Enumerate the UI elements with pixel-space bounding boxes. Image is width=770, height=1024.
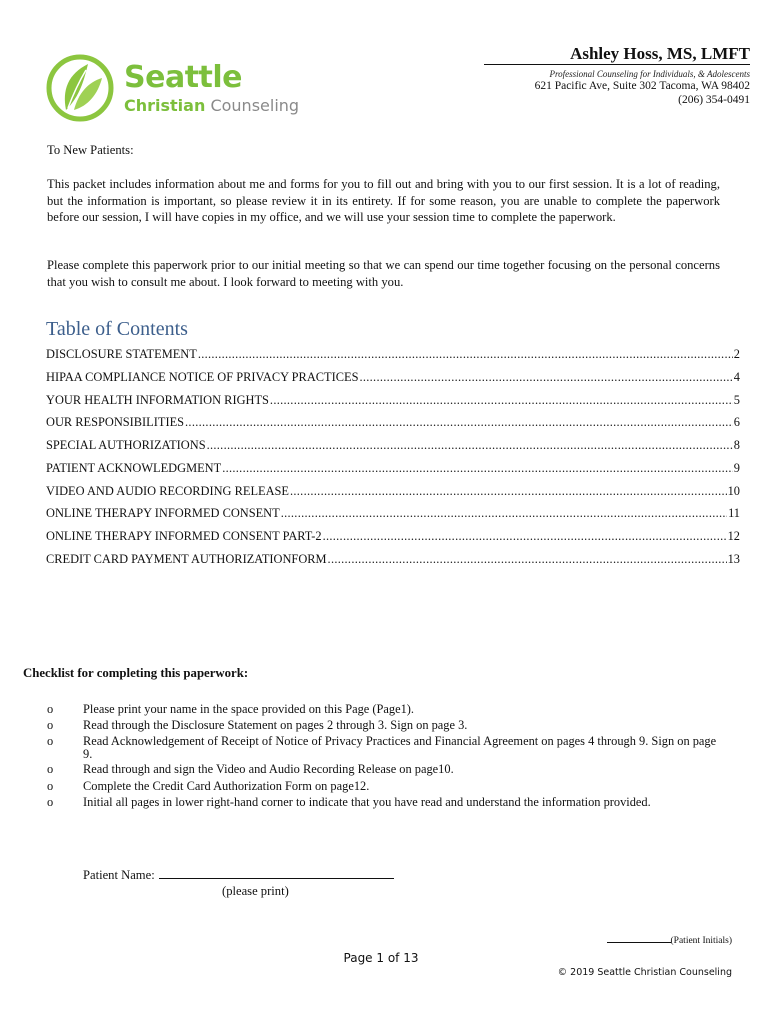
patient-initials-field [607,934,732,946]
toc-leader [323,528,727,544]
intro-paragraph-2: Please complete this paperwork prior to our initial meeting so that we can spend our time together focusing on the personal concerns that you wish to consult me about. I look forward to meeting with you. [47,258,720,289]
toc-leader [290,483,727,499]
toc-entry[interactable] [46,392,740,408]
toc-entry-label: ONLINE THERAPY INFORMED CONSENT [46,506,280,520]
company-logo [44,52,324,122]
toc-entry[interactable] [46,483,740,499]
patient-name-input-line[interactable] [159,868,394,879]
patient-initials-input-line[interactable] [607,934,671,943]
logo-text-seattle: Seattle [124,60,243,95]
toc-entry-page: 10 [727,484,740,498]
practice-phone: (206) 354-0491 [678,94,750,106]
toc-leader [222,460,733,476]
practice-address: 621 Pacific Ave, Suite 302 Tacoma, WA 98402 [534,80,750,92]
checklist-bullet: o [47,734,54,748]
checklist-item: o Complete the Credit Card Authorization Form on page12. [47,779,370,793]
patient-name-label: Patient Name: [83,868,155,882]
toc-entry-page: 2 [733,347,740,361]
checklist-bullet: o [47,702,54,716]
checklist-bullet: o [47,762,54,776]
toc-entry-label: CREDIT CARD PAYMENT AUTHORIZATIONFORM [46,552,327,566]
page-number: Page 1 of 13 [343,951,419,965]
checklist-item: o Read through and sign the Video and Audio Recording Release on page10. [47,762,454,776]
toc-entry[interactable] [46,505,740,521]
toc-entry[interactable] [46,437,740,453]
checklist-heading: Checklist for completing this paperwork: [23,666,249,680]
toc-leader [270,392,733,408]
please-print-note: (please print) [222,884,289,898]
checklist-bullet: o [47,718,54,732]
toc-leader [198,346,733,362]
toc-entry[interactable] [46,369,740,385]
toc-leader [185,414,733,430]
toc-entry[interactable] [46,460,740,476]
checklist-item: o Read Acknowledgement of Receipt of Notice of Privacy Practices and Financial Agreement on pages 4 through 9. Sign on page 9. [47,734,717,761]
toc-entry-label: ONLINE THERAPY INFORMED CONSENT PART-2 [46,529,322,543]
copyright-notice: © 2019 Seattle Christian Counseling [557,967,732,978]
toc-entry-page: 8 [733,438,740,452]
toc-leader [207,437,733,453]
toc-leader [328,551,727,567]
greeting: To New Patients: [47,143,134,157]
toc-entry-label: DISCLOSURE STATEMENT [46,347,197,361]
toc-entry-page: 11 [728,506,740,520]
toc-entry-label: VIDEO AND AUDIO RECORDING RELEASE [46,484,289,498]
toc-entry[interactable] [46,528,740,544]
toc-entry[interactable] [46,551,740,567]
toc-entry-label: YOUR HEALTH INFORMATION RIGHTS [46,393,269,407]
toc-entry-label: PATIENT ACKNOWLEDGMENT [46,461,222,475]
toc-heading: Table of Contents [46,318,188,340]
checklist-bullet: o [47,779,54,793]
toc-entry-label: HIPAA COMPLIANCE NOTICE OF PRIVACY PRACTICES [46,370,359,384]
checklist-item: o Initial all pages in lower right-hand corner to indicate that you have read and understand the information provided. [47,795,651,809]
toc-entry-page: 12 [727,529,740,543]
toc-entry-page: 13 [727,552,740,566]
practitioner-header [450,44,750,107]
toc-entry-page: 6 [733,415,740,429]
patient-initials-label: (Patient Initials) [670,936,732,946]
toc-entry-label: SPECIAL AUTHORIZATIONS [46,438,206,452]
patient-name-field [83,868,394,883]
toc-entry-label: OUR RESPONSIBILITIES [46,415,185,429]
checklist-item: o Read through the Disclosure Statement on pages 2 through 3. Sign on page 3. [47,718,468,732]
toc-entry[interactable] [46,414,740,430]
toc-entry[interactable] [46,346,740,362]
practitioner-name: Ashley Hoss, MS, LMFT [484,44,750,65]
intro-paragraph-1: This packet includes information about me and forms for you to fill out and bring with you to our first session. It is a lot of reading, but the information is important, so please review it in its entirety. If for some reason, you are unable to complete the paperwork before our session, I will have copies in my office, and we will use your session time to complete the paperwork. [47,177,720,224]
logo-text-christian-counseling: Christian Counseling [124,96,300,115]
toc-leader [359,369,732,385]
checklist-bullet: o [47,795,54,809]
practice-tagline: Professional Counseling for Individuals, & Adolescents [549,69,750,79]
toc-entry-page: 9 [733,461,740,475]
toc-entry-page: 4 [733,370,740,384]
leaf-logo-icon [44,52,116,122]
toc-entry-page: 5 [733,393,740,407]
toc-leader [281,505,727,521]
checklist-item: o Please print your name in the space provided on this Page (Page1). [47,702,415,716]
